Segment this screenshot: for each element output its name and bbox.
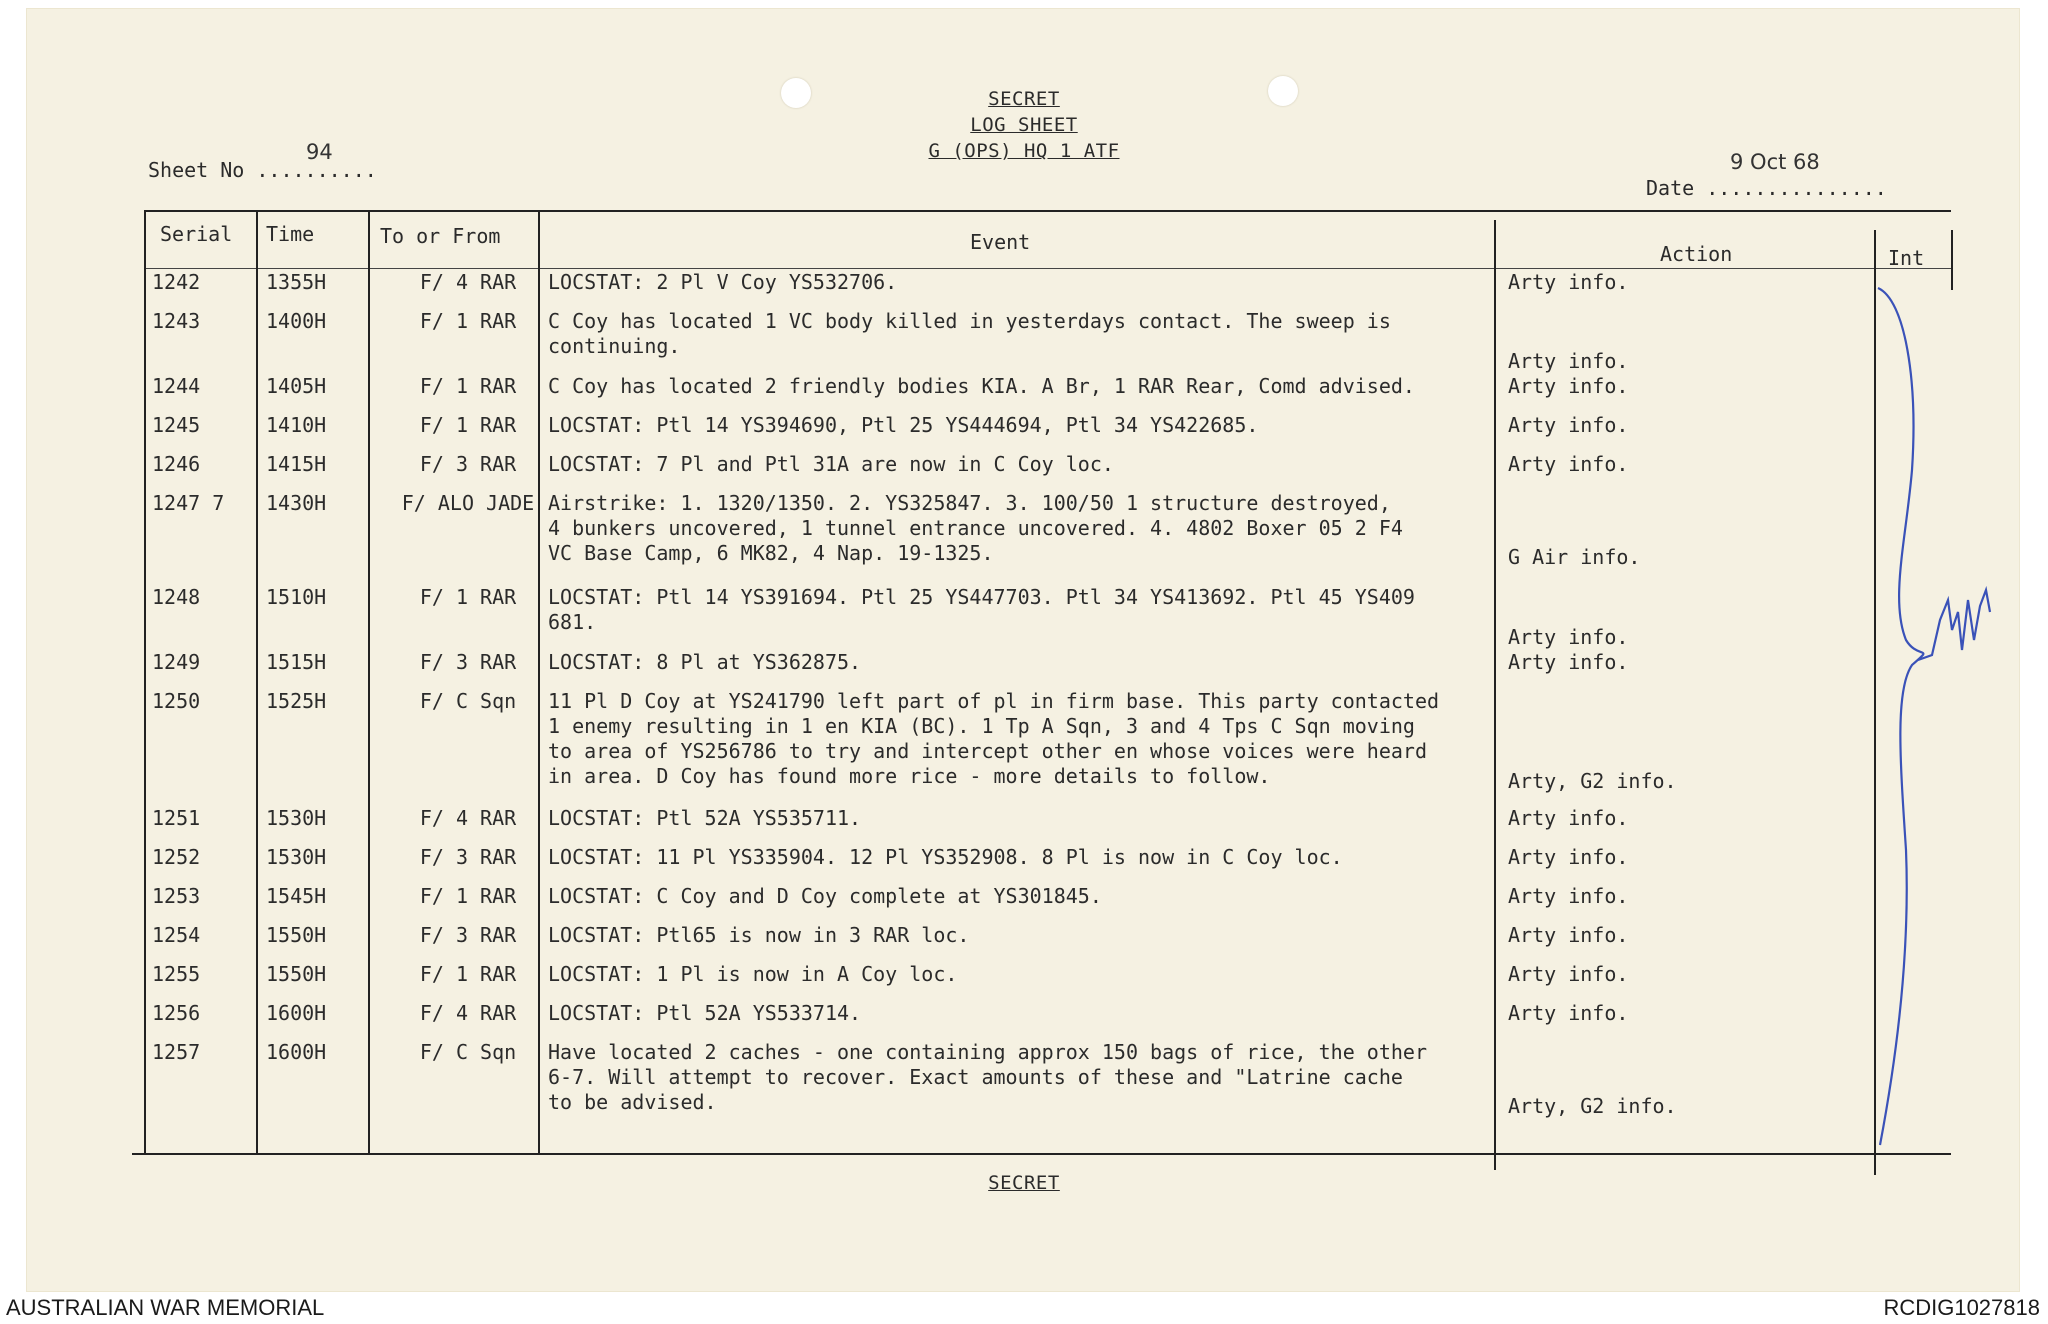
cell-action: Arty info. xyxy=(1508,806,1629,830)
footer-reference: RCDIG1027818 xyxy=(1883,1295,2040,1320)
cell-to-from: F/ 1 RAR xyxy=(419,585,517,609)
col-header-event: Event xyxy=(970,230,1031,254)
cell-serial: 1255 xyxy=(152,962,201,986)
cell-action: Arty info. xyxy=(1508,413,1629,437)
cell-to-from: F/ C Sqn xyxy=(419,689,517,713)
cell-to-from: F/ 3 RAR xyxy=(419,650,517,674)
cell-to-from: F/ 1 RAR xyxy=(419,309,517,333)
cell-action: Arty, G2 info. xyxy=(1508,1094,1677,1118)
cell-action: Arty info. xyxy=(1508,1001,1629,1025)
col-header-to-from: To or From xyxy=(380,224,501,248)
cell-action: Arty info. xyxy=(1508,349,1629,373)
cell-event: LOCSTAT: 8 Pl at YS362875. xyxy=(548,650,862,674)
cell-to-from: F/ 3 RAR xyxy=(419,923,517,947)
cell-time: 1550H xyxy=(266,923,327,947)
cell-to-from: F/ 1 RAR xyxy=(419,884,517,908)
cell-time: 1415H xyxy=(266,452,327,476)
sheet-title: LOG SHEET xyxy=(970,114,1078,136)
cell-event: LOCSTAT: Ptl 52A YS535711. xyxy=(548,806,862,830)
cell-to-from: F/ 1 RAR xyxy=(419,374,517,398)
cell-time: 1550H xyxy=(266,962,327,986)
classification-top: SECRET xyxy=(988,88,1060,110)
cell-action: Arty, G2 info. xyxy=(1508,769,1677,793)
cell-event: LOCSTAT: 2 Pl V Coy YS532706. xyxy=(548,270,898,294)
unit-title: G (OPS) HQ 1 ATF xyxy=(928,140,1120,162)
cell-event: LOCSTAT: Ptl 14 YS391694. Ptl 25 YS447703. Ptl 34 YS413692. Ptl 45 YS409 681. xyxy=(548,585,1415,634)
cell-serial: 1256 xyxy=(152,1001,201,1025)
col-header-serial: Serial xyxy=(160,222,233,246)
cell-serial: 1254 xyxy=(152,923,201,947)
sheet-number-value: 94 xyxy=(306,140,333,164)
cell-serial: 1245 xyxy=(152,413,201,437)
cell-serial: 1242 xyxy=(152,270,201,294)
cell-event: LOCSTAT: 7 Pl and Ptl 31A are now in C Coy loc. xyxy=(548,452,1114,476)
footer-source: AUSTRALIAN WAR MEMORIAL xyxy=(6,1295,325,1320)
cell-time: 1400H xyxy=(266,309,327,333)
cell-time: 1405H xyxy=(266,374,327,398)
cell-time: 1600H xyxy=(266,1040,327,1064)
cell-time: 1525H xyxy=(266,689,327,713)
cell-to-from: F/ C Sqn xyxy=(419,1040,517,1064)
cell-event: LOCSTAT: 11 Pl YS335904. 12 Pl YS352908. 8 Pl is now in C Coy loc. xyxy=(548,845,1343,869)
cell-event: C Coy has located 2 friendly bodies KIA. A Br, 1 RAR Rear, Comd advised. xyxy=(548,374,1415,398)
cell-time: 1545H xyxy=(266,884,327,908)
cell-action: Arty info. xyxy=(1508,845,1629,869)
cell-action: Arty info. xyxy=(1508,452,1629,476)
cell-time: 1355H xyxy=(266,270,327,294)
cell-action: Arty info. xyxy=(1508,374,1629,398)
cell-to-from: F/ 4 RAR xyxy=(419,806,517,830)
cell-event: Have located 2 caches - one containing approx 150 bags of rice, the other 6-7. Will attempt to recover. Exact amounts of these and "Latrine cache to be advised. xyxy=(548,1040,1427,1114)
cell-to-from: F/ 3 RAR xyxy=(419,452,517,476)
cell-serial: 1257 xyxy=(152,1040,201,1064)
cell-to-from: F/ 1 RAR xyxy=(419,962,517,986)
cell-serial: 1246 xyxy=(152,452,201,476)
cell-serial: 1243 xyxy=(152,309,201,333)
cell-time: 1410H xyxy=(266,413,327,437)
date-value: 9 Oct 68 xyxy=(1730,150,1820,174)
cell-event: LOCSTAT: Ptl65 is now in 3 RAR loc. xyxy=(548,923,970,947)
cell-event: 11 Pl D Coy at YS241790 left part of pl in firm base. This party contacted 1 enemy resulting in 1 en KIA (BC). 1 Tp A Sqn, 3 and 4 Tps C Sqn moving to area of YS256786 to try and intercept other en whose voices were heard in area. D Coy has found more rice - more details to follow. xyxy=(548,689,1440,788)
cell-action: Arty info. xyxy=(1508,650,1629,674)
cell-action: Arty info. xyxy=(1508,884,1629,908)
date-label: Date ............... xyxy=(1646,176,1887,200)
col-header-time: Time xyxy=(266,222,315,246)
col-header-action: Action xyxy=(1660,242,1733,266)
sheet-number-label: Sheet No .......... xyxy=(148,158,377,182)
cell-action: G Air info. xyxy=(1508,545,1641,569)
cell-serial: 1250 xyxy=(152,689,201,713)
cell-time: 1530H xyxy=(266,845,327,869)
cell-action: Arty info. xyxy=(1508,923,1629,947)
cell-serial: 1248 xyxy=(152,585,201,609)
cell-serial: 1247 7 xyxy=(152,491,225,515)
cell-event: Airstrike: 1. 1320/1350. 2. YS325847. 3. 100/50 1 structure destroyed, 4 bunkers uncovered, 1 tunnel entrance uncovered. 4. 4802 Boxer 05 2 F4 VC Base Camp, 6 MK82, 4 Nap. 19-1325. xyxy=(548,491,1403,565)
cell-serial: 1244 xyxy=(152,374,201,398)
cell-action: Arty info. xyxy=(1508,625,1629,649)
cell-event: LOCSTAT: 1 Pl is now in A Coy loc. xyxy=(548,962,958,986)
cell-event: LOCSTAT: Ptl 14 YS394690, Ptl 25 YS444694, Ptl 34 YS422685. xyxy=(548,413,1259,437)
cell-time: 1430H xyxy=(266,491,327,515)
cell-time: 1510H xyxy=(266,585,327,609)
cell-event: LOCSTAT: Ptl 52A YS533714. xyxy=(548,1001,862,1025)
cell-event: LOCSTAT: C Coy and D Coy complete at YS301845. xyxy=(548,884,1102,908)
cell-to-from: F/ ALO JADE xyxy=(401,491,535,515)
cell-to-from: F/ 4 RAR xyxy=(419,270,517,294)
cell-serial: 1252 xyxy=(152,845,201,869)
cell-event: C Coy has located 1 VC body killed in yesterdays contact. The sweep is continuing. xyxy=(548,309,1391,358)
cell-serial: 1249 xyxy=(152,650,201,674)
cell-to-from: F/ 1 RAR xyxy=(419,413,517,437)
cell-action: Arty info. xyxy=(1508,270,1629,294)
cell-serial: 1251 xyxy=(152,806,201,830)
col-header-int: Int xyxy=(1888,246,1925,270)
cell-to-from: F/ 4 RAR xyxy=(419,1001,517,1025)
cell-serial: 1253 xyxy=(152,884,201,908)
cell-action: Arty info. xyxy=(1508,962,1629,986)
cell-to-from: F/ 3 RAR xyxy=(419,845,517,869)
cell-time: 1530H xyxy=(266,806,327,830)
cell-time: 1600H xyxy=(266,1001,327,1025)
cell-time: 1515H xyxy=(266,650,327,674)
classification-bottom: SECRET xyxy=(988,1172,1060,1194)
